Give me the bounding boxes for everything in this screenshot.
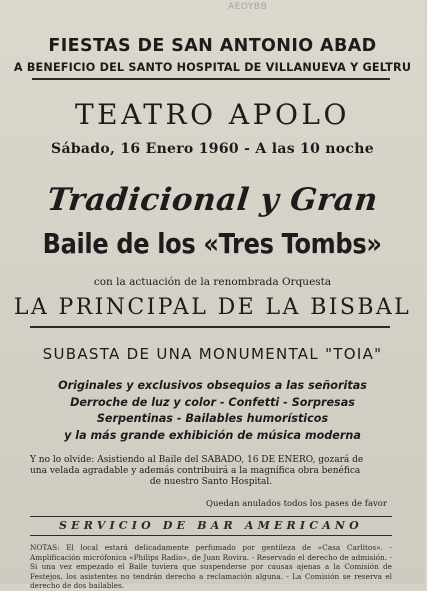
highlight-item: Originales y exclusivos obsequios a las señoritas <box>58 379 367 392</box>
header-divider <box>32 78 390 80</box>
notice-line: una velada agradable y además contribuirá a la magnífica obra benéfica <box>30 466 361 477</box>
orchestra-divider <box>30 326 390 328</box>
event-title-line2-wrap <box>0 227 425 260</box>
bar-service-banner <box>30 516 392 536</box>
notice-line: de nuestro Santo Hospital. <box>149 477 273 488</box>
orchestra-name: LA PRINCIPAL DE LA BISBAL <box>13 295 412 320</box>
bar-service-label: SERVICIO DE BAR AMERICANO <box>59 519 363 532</box>
highlight-item: Derroche de luz y color - Confetti - Sorpresas <box>70 395 355 409</box>
event-title-line2: Baile de los «Tres Tombs» <box>43 227 382 260</box>
event-title-line1: Tradicional y Gran <box>45 182 380 218</box>
auction-line: SUBASTA DE UNA MONUMENTAL "TOIA" <box>42 345 383 363</box>
footnotes: NOTAS: El local estará delicadamente perfumado por gentileza de «Casa Carlitos». - Amplificación micrófonica «Philips Radio», de Juan Rovira. - Reservado el derecho de admisión. - Si una vez empezado el Baile tuviera que suspenderse por causas ajenas a la Comisión de Festejos, los asistentes no tendrán derecho a reclamación alguna. - La Comisión se reserva el derecho de dos bailables. <box>30 543 392 591</box>
highlights-list <box>0 378 425 444</box>
notice-line: Y no lo olvide: Asistiendo al Baile del SABADO, 16 DE ENERO, gozará de <box>30 455 364 465</box>
highlight-item: Serpentinas - Bailables humorísticos <box>96 412 329 425</box>
festival-title: FIESTAS DE SAN ANTONIO ABAD <box>48 36 377 56</box>
benefit-line: A BENEFICIO DEL SANTO HOSPITAL DE VILLANUEVA Y GELTRU <box>13 61 412 74</box>
performance-line: con la actuación de la renombrada Orquesta <box>93 276 332 288</box>
highlight-item: y la más grande exhibición de música moderna <box>64 428 361 442</box>
passes-notice: Quedan anulados todos los pases de favor <box>206 499 387 509</box>
venue-name: TEATRO APOLO <box>75 98 350 131</box>
pencil-mark: AEOYBB <box>228 2 268 12</box>
notice-paragraph <box>30 455 392 489</box>
event-date: Sábado, 16 Enero 1960 - A las 10 noche <box>51 141 374 157</box>
